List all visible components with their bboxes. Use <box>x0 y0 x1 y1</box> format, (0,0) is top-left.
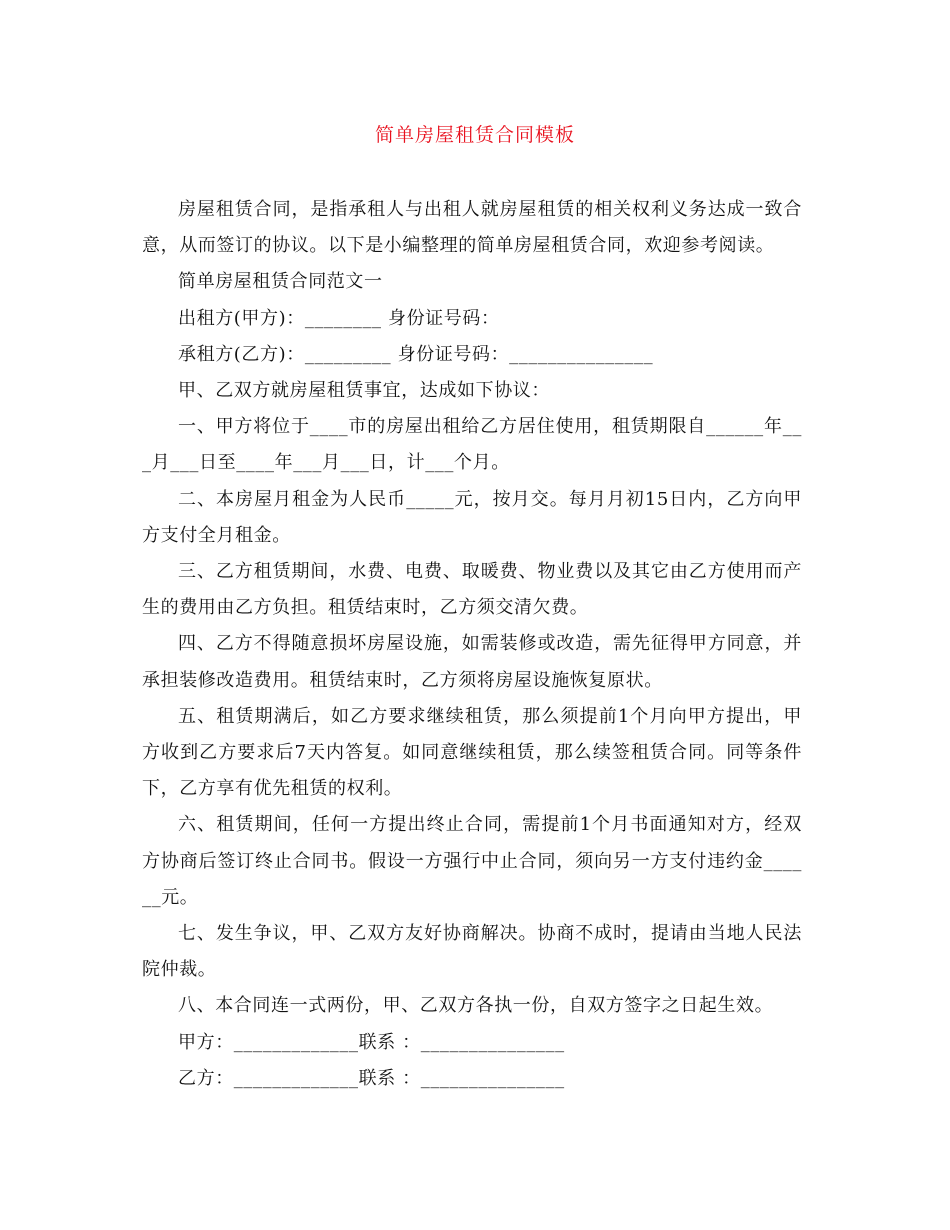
lessee-line: 承租方(乙方)：_________ 身份证号码：_______________ <box>178 343 654 365</box>
clause-1: 一、甲方将位于____市的房屋出租给乙方居住使用，租赁期限自______年___月___日至____年___月___日，计___个月。 <box>142 416 802 474</box>
clause-3: 三、乙方租赁期间，水费、电费、取暖费、物业费以及其它由乙方使用而产生的费用由乙方负担。租赁结束时，乙方须交清欠费。 <box>142 561 802 619</box>
party-a-signature-line: 甲方：_____________联系 ：_______________ <box>178 1031 565 1053</box>
agreement-lead: 甲、乙双方就房屋租赁事宜，达成如下协议： <box>178 380 550 402</box>
lessor-line: 出租方(甲方)：________ 身份证号码： <box>178 307 500 329</box>
clause-6: 六、租赁期间，任何一方提出终止合同，需提前1个月书面通知对方，经双方协商后签订终止合同书。假设一方强行中止合同，须向另一方支付违约金______元。 <box>142 814 802 908</box>
intro-paragraph: 房屋租赁合同，是指承租人与出租人就房屋租赁的相关权利义务达成一致合意，从而签订的协议。以下是小编整理的简单房屋租赁合同，欢迎参考阅读。 <box>142 199 802 257</box>
clause-7: 七、发生争议，甲、乙双方友好协商解决。协商不成时，提请由当地人民法院仲裁。 <box>142 923 802 981</box>
party-b-signature-line: 乙方：_____________联系 ：_______________ <box>178 1067 565 1089</box>
document-title: 简单房屋租赁合同模板 <box>374 124 575 146</box>
clause-2: 二、本房屋月租金为人民币_____元，按月交。每月月初15日内，乙方向甲方支付全月租金。 <box>142 488 802 546</box>
clause-4: 四、乙方不得随意损坏房屋设施，如需装修或改造，需先征得甲方同意，并承担装修改造费用。租赁结束时，乙方须将房屋设施恢复原状。 <box>142 633 802 691</box>
clause-5: 五、租赁期满后，如乙方要求继续租赁，那么须提前1个月向甲方提出，甲方收到乙方要求后7天内答复。如同意继续租赁，那么续签租赁合同。同等条件下，乙方享有优先租赁的权利。 <box>142 705 802 800</box>
document-body <box>142 192 802 1097</box>
clause-8: 八、本合同连一式两份，甲、乙双方各执一份，自双方签字之日起生效。 <box>178 995 774 1017</box>
sample-heading: 简单房屋租赁合同范文一 <box>178 271 383 293</box>
